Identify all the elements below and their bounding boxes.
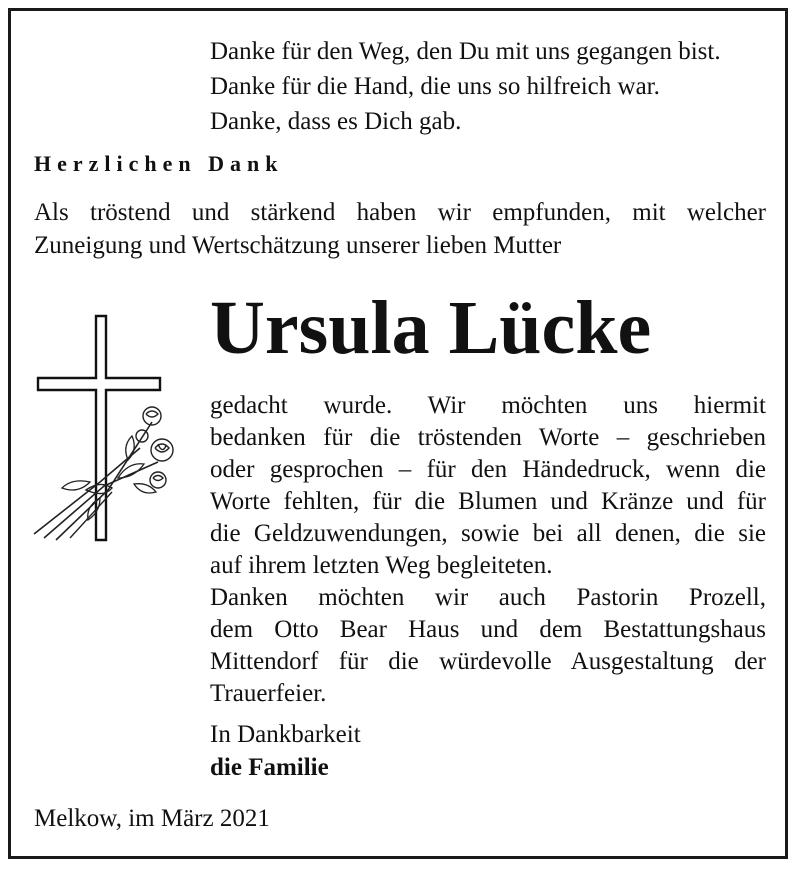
intro-line: Zuneigung und Wertschätzung unserer lieben Mutter: [34, 232, 562, 259]
intro-line: Als tröstend und stärkend haben wir empfunden, mit welcher: [34, 199, 766, 226]
body-line: Trauerfeier.: [210, 680, 327, 707]
intro-text: [34, 196, 766, 262]
body-text: [210, 390, 766, 710]
body-line: bedanken für die tröstenden Worte – geschrieben: [210, 424, 766, 451]
poem-line: Danke für die Hand, die uns so hilfreich war.: [210, 73, 660, 100]
signature: [210, 718, 361, 784]
poem: [210, 34, 721, 139]
body-line: oder gesprochen – für den Händedruck, wenn die: [210, 456, 766, 483]
poem-line: Danke für den Weg, den Du mit uns gegangen bist.: [210, 38, 721, 65]
signature-family: die Familie: [210, 754, 329, 781]
body-line: gedacht wurde. Wir möchten uns hiermit: [210, 392, 766, 419]
body-line: dem Otto Bear Haus und dem Bestattungshaus: [210, 616, 766, 643]
body-line: Worte fehlten, für die Blumen und Kränze und für: [210, 488, 766, 515]
heading: Herzlichen Dank: [34, 151, 284, 176]
body-line: Danken möchten wir auch Pastorin Prozell,: [210, 584, 766, 611]
deceased-name: Ursula Lücke: [210, 286, 652, 370]
body-line: Mittendorf für die würdevolle Ausgestaltung der: [210, 648, 766, 675]
cross-with-roses-icon: [30, 312, 190, 548]
place-date: Melkow, im März 2021: [34, 805, 270, 832]
body-line: auf ihrem letzten Weg begleiteten.: [210, 552, 553, 579]
body-line: die Geldzuwendungen, sowie bei all denen, die sie: [210, 520, 766, 547]
signature-line: In Dankbarkeit: [210, 721, 361, 748]
poem-line: Danke, dass es Dich gab.: [210, 108, 462, 135]
